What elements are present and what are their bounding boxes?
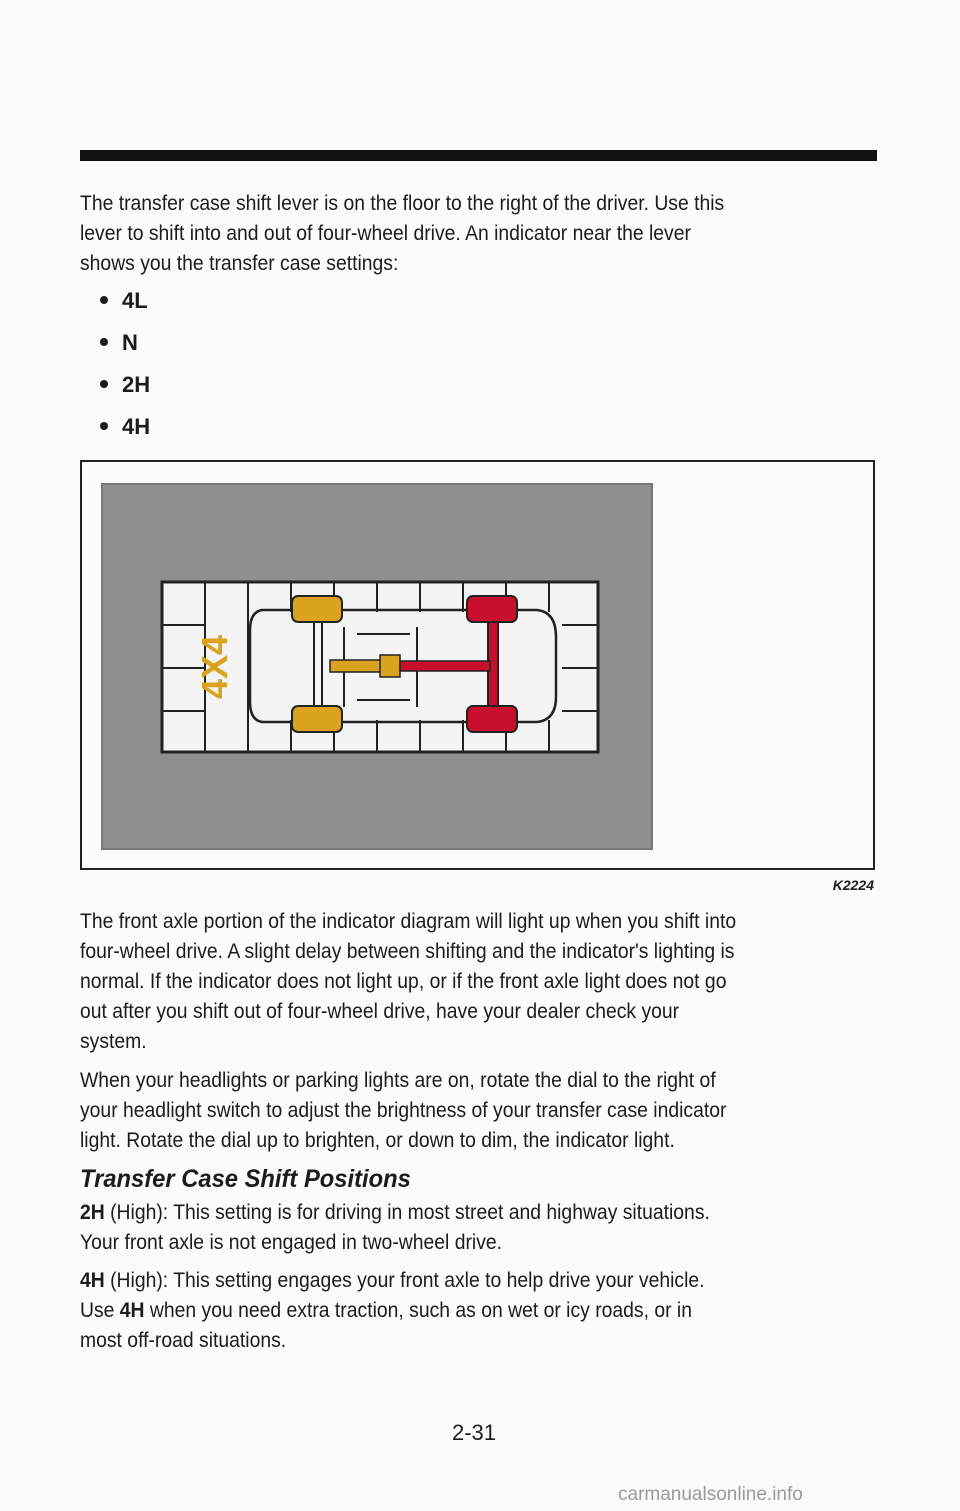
paragraph-line: four-wheel drive. A slight delay between shifting and the indicator's lighting is xyxy=(80,939,735,963)
paragraph-line xyxy=(80,1295,872,1325)
list-item xyxy=(100,288,150,330)
term-2h: 2H xyxy=(80,1200,105,1224)
setting-label: 4H xyxy=(122,414,151,439)
paragraph-line: normal. If the indicator does not light up, or if the front axle light does not go xyxy=(80,969,727,993)
position-4h-paragraph xyxy=(80,1265,872,1355)
intro-line: shows you the transfer case settings: xyxy=(80,251,399,275)
front-axle-paragraph xyxy=(80,906,872,1056)
page-number: 2-31 xyxy=(452,1420,497,1445)
figure-code: K2224 xyxy=(832,877,874,893)
paragraph-line: Your front axle is not engaged in two-wheel drive. xyxy=(80,1230,503,1254)
rear-wheel-top xyxy=(467,596,517,622)
list-item xyxy=(100,330,150,372)
setting-label: 4L xyxy=(122,288,148,313)
paragraph-line xyxy=(80,1197,872,1227)
definition-text: Use xyxy=(80,1298,120,1322)
bullet-icon xyxy=(100,296,108,304)
paragraph-line: most off-road situations. xyxy=(80,1328,287,1352)
watermark: carmanualsonline.info xyxy=(618,1484,803,1505)
rear-driveshaft xyxy=(400,661,490,671)
paragraph-line: out after you shift out of four-wheel drive, have your dealer check your xyxy=(80,999,680,1023)
headlight-paragraph xyxy=(80,1065,872,1155)
four-by-four-label: 4X4 xyxy=(194,634,235,700)
term-4h-inline: 4H xyxy=(119,1298,145,1322)
bullet-icon xyxy=(100,380,108,388)
paragraph-line: system. xyxy=(80,1029,147,1053)
intro-line: lever to shift into and out of four-wheel drive. An indicator near the lever xyxy=(80,221,691,245)
intro-line: The transfer case shift lever is on the floor to the right of the driver. Use this xyxy=(80,191,725,215)
transfer-case-indicator-illustration xyxy=(82,462,873,868)
position-2h-paragraph xyxy=(80,1197,872,1257)
section-heading: Transfer Case Shift Positions xyxy=(80,1165,411,1193)
list-item xyxy=(100,414,150,456)
definition-text: when you need extra traction, such as on wet or icy roads, or in xyxy=(144,1298,692,1322)
bullet-icon xyxy=(100,338,108,346)
definition-text: (High): This setting is for driving in most street and highway situations. xyxy=(104,1200,710,1224)
paragraph-line: light. Rotate the dial up to brighten, or down to dim, the indicator light. xyxy=(80,1128,675,1152)
front-wheel-top xyxy=(292,596,342,622)
definition-text: (High): This setting engages your front axle to help drive your vehicle. xyxy=(104,1268,705,1292)
list-item xyxy=(100,372,150,414)
front-axle xyxy=(314,622,322,706)
front-wheel-bottom xyxy=(292,706,342,732)
top-rule xyxy=(80,150,877,161)
paragraph-line xyxy=(80,1265,872,1295)
intro-paragraph xyxy=(80,188,872,278)
transfer-case xyxy=(380,655,400,677)
paragraph-line: your headlight switch to adjust the brightness of your transfer case indicator xyxy=(80,1098,727,1122)
paragraph-line: When your headlights or parking lights are on, rotate the dial to the right of xyxy=(80,1068,716,1092)
setting-label: N xyxy=(122,330,138,355)
setting-label: 2H xyxy=(122,372,151,397)
paragraph-line: The front axle portion of the indicator diagram will light up when you shift into xyxy=(80,909,737,933)
rear-wheel-bottom xyxy=(467,706,517,732)
term-4h: 4H xyxy=(80,1268,105,1292)
bullet-icon xyxy=(100,422,108,430)
figure-frame xyxy=(80,460,875,870)
settings-list xyxy=(100,288,150,456)
